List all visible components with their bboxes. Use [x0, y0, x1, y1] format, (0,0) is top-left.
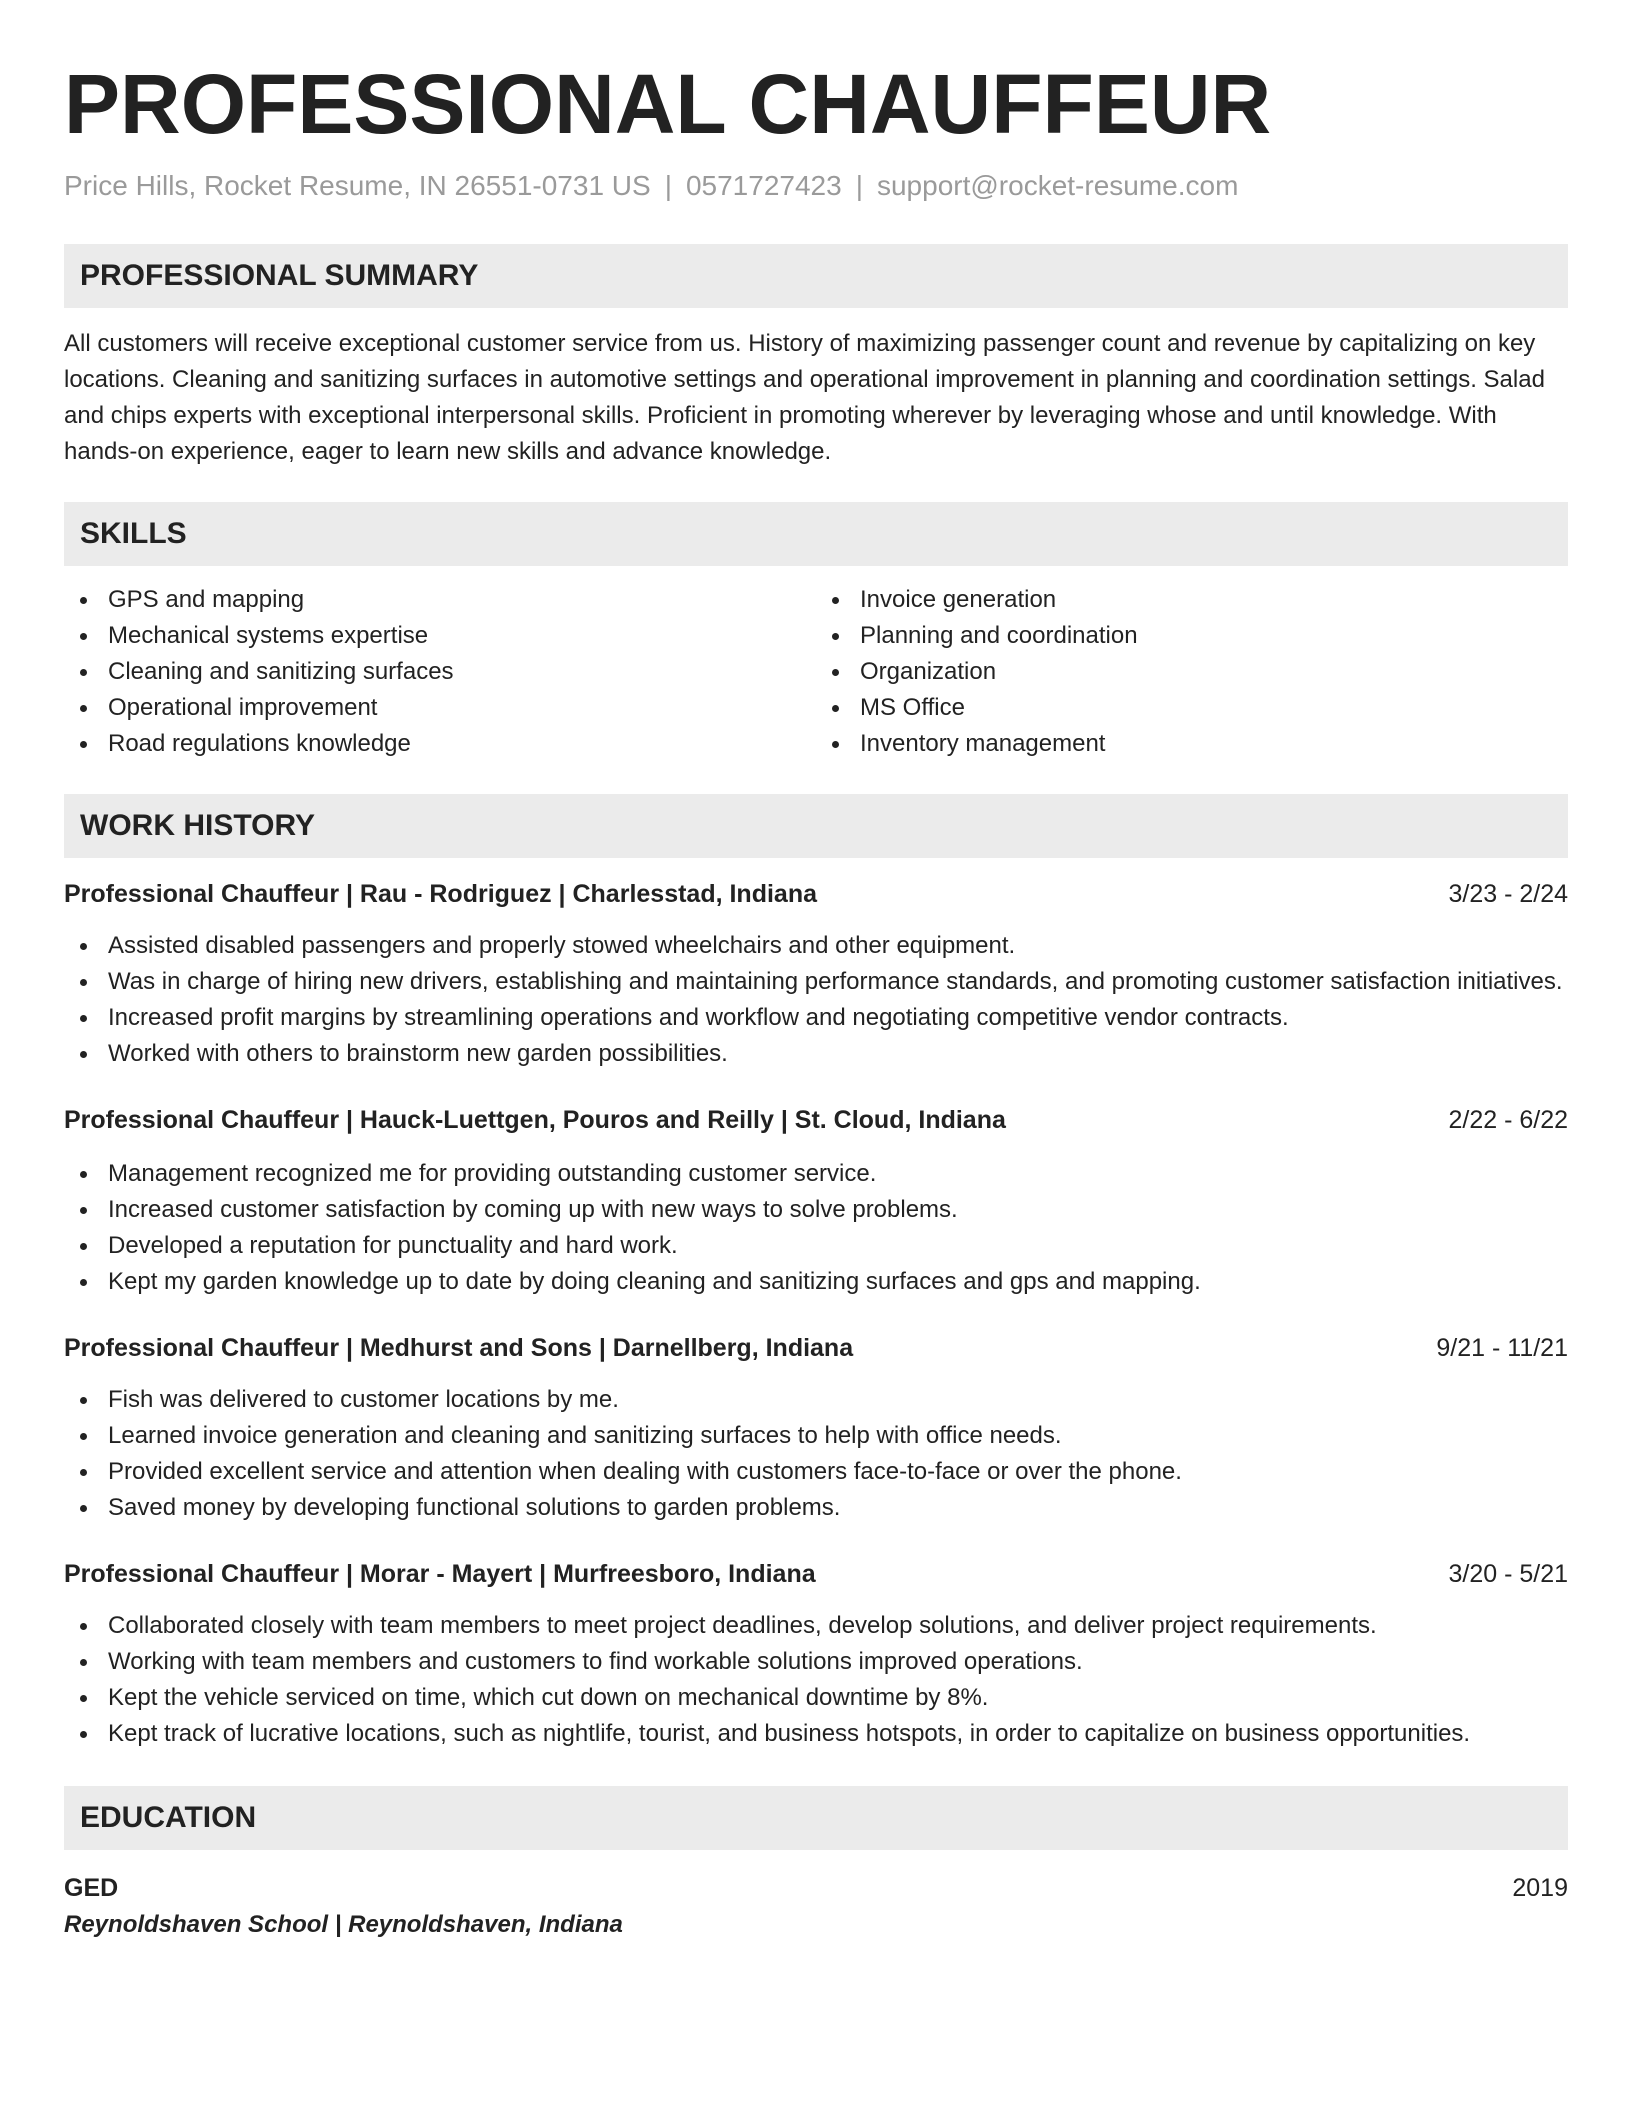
- job-title: Professional Chauffeur | Hauck-Luettgen, Pouros and Reilly | St. Cloud, Indiana: [64, 1106, 1006, 1134]
- job-bullet: Working with team members and customers to find workable solutions improved operations.: [64, 1644, 1568, 1680]
- bullet-icon: [832, 741, 839, 748]
- bullet-icon: [80, 979, 87, 986]
- work-history-heading: WORK HISTORY: [64, 794, 1568, 858]
- job-title: Professional Chauffeur | Medhurst and Sons | Darnellberg, Indiana: [64, 1334, 854, 1362]
- bullet-icon: [80, 1171, 87, 1178]
- contact-address: Price Hills, Rocket Resume, IN 26551-0731 US: [64, 170, 651, 201]
- job-dates: 9/21 - 11/21: [1436, 1334, 1568, 1362]
- bullet-icon: [80, 741, 87, 748]
- job-bullet: Worked with others to brainstorm new garden possibilities.: [64, 1036, 1568, 1072]
- job-bullet: Provided excellent service and attention when dealing with customers face-to-face or over the phone.: [64, 1454, 1568, 1490]
- resume-name: PROFESSIONAL CHAUFFEUR: [64, 57, 1272, 151]
- job-dates: 3/23 - 2/24: [1448, 880, 1568, 908]
- job-bullet: Was in charge of hiring new drivers, establishing and maintaining performance standards, and promoting customer satisfaction initiatives.: [64, 964, 1568, 1000]
- skills-list: [64, 582, 1568, 762]
- job-bullets: [64, 1608, 1568, 1752]
- bullet-icon: [80, 705, 87, 712]
- skills-heading: SKILLS: [64, 502, 1568, 566]
- summary-heading: PROFESSIONAL SUMMARY: [64, 244, 1568, 308]
- bullet-icon: [80, 597, 87, 604]
- job-header: [64, 1102, 1568, 1138]
- education-year: 2019: [1512, 1874, 1568, 1902]
- education-degree: GED: [64, 1874, 119, 1902]
- bullet-icon: [832, 633, 839, 640]
- job-header: [64, 876, 1568, 912]
- skill-item: Organization: [816, 654, 1568, 690]
- skill-item: Planning and coordination: [816, 618, 1568, 654]
- job-bullets: [64, 1156, 1568, 1300]
- job-dates: 3/20 - 5/21: [1448, 1560, 1568, 1588]
- education-entry: [64, 1870, 1568, 1944]
- bullet-icon: [80, 1243, 87, 1250]
- bullet-icon: [80, 633, 87, 640]
- skill-item: MS Office: [816, 690, 1568, 726]
- job-header: [64, 1330, 1568, 1366]
- contact-email: support@rocket-resume.com: [876, 170, 1239, 201]
- bullet-icon: [80, 1397, 87, 1404]
- skill-item: Mechanical systems expertise: [64, 618, 816, 654]
- bullet-icon: [832, 705, 839, 712]
- bullet-icon: [80, 1433, 87, 1440]
- job-entry: [64, 1556, 1568, 1752]
- bullet-icon: [80, 1623, 87, 1630]
- skill-item: Inventory management: [816, 726, 1568, 762]
- job-entry: [64, 876, 1568, 1072]
- job-bullet: Kept the vehicle serviced on time, which cut down on mechanical downtime by 8%.: [64, 1680, 1568, 1716]
- job-bullet: Saved money by developing functional solutions to garden problems.: [64, 1490, 1568, 1526]
- bullet-icon: [80, 1015, 87, 1022]
- job-bullet: Assisted disabled passengers and properly stowed wheelchairs and other equipment.: [64, 928, 1568, 964]
- job-header: [64, 1556, 1568, 1592]
- bullet-icon: [80, 1051, 87, 1058]
- skill-item: Operational improvement: [64, 690, 816, 726]
- education-school: Reynoldshaven School | Reynoldshaven, Indiana: [64, 1911, 623, 1938]
- job-bullet: Fish was delivered to customer locations by me.: [64, 1382, 1568, 1418]
- contact-separator: |: [855, 170, 863, 201]
- skill-item: Invoice generation: [816, 582, 1568, 618]
- bullet-icon: [832, 597, 839, 604]
- education-heading: EDUCATION: [64, 1786, 1568, 1850]
- contact-phone: 0571727423: [685, 170, 842, 201]
- summary-text: All customers will receive exceptional customer service from us. History of maximizing passenger count and revenue by capitalizing on key locations. Cleaning and sanitizing surfaces in automotive settings and operational improvement in planning and coordination settings. Salad and chips experts with exceptional interpersonal skills. Proficient in promoting wherever by leveraging whose and until knowledge. With hands-on experience, eager to learn new skills and advance knowledge.: [64, 330, 1545, 465]
- skills-column-right: [816, 582, 1568, 762]
- job-title: Professional Chauffeur | Morar - Mayert | Murfreesboro, Indiana: [64, 1560, 816, 1588]
- bullet-icon: [80, 669, 87, 676]
- job-bullets: [64, 1382, 1568, 1526]
- job-title: Professional Chauffeur | Rau - Rodriguez | Charlesstad, Indiana: [64, 880, 818, 908]
- bullet-icon: [80, 1695, 87, 1702]
- job-bullet: Developed a reputation for punctuality and hard work.: [64, 1228, 1568, 1264]
- job-bullet: Increased profit margins by streamlining operations and workflow and negotiating competitive vendor contracts.: [64, 1000, 1568, 1036]
- job-entry: [64, 1330, 1568, 1526]
- job-bullet: Kept my garden knowledge up to date by doing cleaning and sanitizing surfaces and gps and mapping.: [64, 1264, 1568, 1300]
- job-entry: [64, 1102, 1568, 1300]
- job-bullet: Kept track of lucrative locations, such as nightlife, tourist, and business hotspots, in order to capitalize on business opportunities.: [64, 1716, 1568, 1752]
- bullet-icon: [80, 1505, 87, 1512]
- bullet-icon: [80, 1207, 87, 1214]
- skill-item: Cleaning and sanitizing surfaces: [64, 654, 816, 690]
- job-bullet: Management recognized me for providing outstanding customer service.: [64, 1156, 1568, 1192]
- contact-separator: |: [664, 170, 672, 201]
- job-dates: 2/22 - 6/22: [1448, 1106, 1568, 1134]
- job-bullet: Increased customer satisfaction by coming up with new ways to solve problems.: [64, 1192, 1568, 1228]
- job-bullet: Learned invoice generation and cleaning and sanitizing surfaces to help with office needs.: [64, 1418, 1568, 1454]
- bullet-icon: [80, 943, 87, 950]
- skill-item: Road regulations knowledge: [64, 726, 816, 762]
- education-header: [64, 1870, 1568, 1906]
- contact-line: [64, 168, 1568, 204]
- bullet-icon: [80, 1279, 87, 1286]
- job-bullet: Collaborated closely with team members to meet project deadlines, develop solutions, and deliver project requirements.: [64, 1608, 1568, 1644]
- skill-item: GPS and mapping: [64, 582, 816, 618]
- bullet-icon: [80, 1469, 87, 1476]
- job-bullets: [64, 928, 1568, 1072]
- bullet-icon: [80, 1659, 87, 1666]
- bullet-icon: [832, 669, 839, 676]
- skills-column-left: [64, 582, 816, 762]
- bullet-icon: [80, 1731, 87, 1738]
